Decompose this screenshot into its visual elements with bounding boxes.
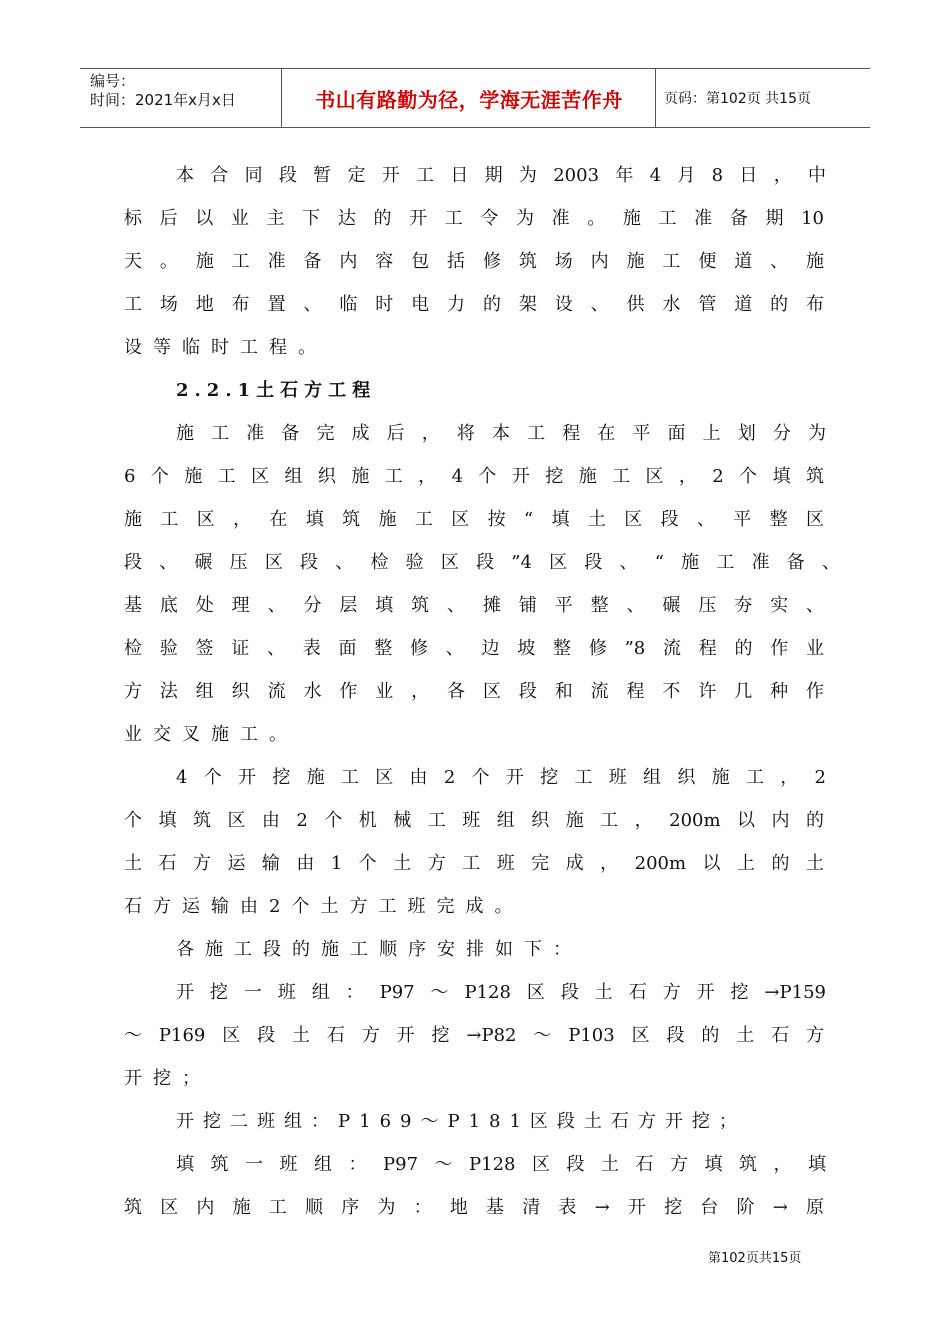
page-footer: 第102页共15页 — [708, 1251, 802, 1266]
paragraph-line: 石方运输由2个土方工班完成。 — [124, 896, 524, 917]
paragraph-line: 工场地布置、临时电力的架设、供水管道的布 — [124, 294, 824, 315]
paragraph-line: 填筑一班组：P97～P128区段土石方填筑，填 — [176, 1154, 826, 1175]
header-divider — [655, 69, 656, 127]
paragraph-line: ～P169区段土石方开挖→P82～P103区段的土石方 — [124, 1025, 824, 1046]
paragraph-line: 本合同段暂定开工日期为2003年4月8日，中 — [176, 165, 826, 186]
document-date: 时间：2021年x月x日 — [90, 91, 236, 109]
section-heading: 2.2.1土石方工程 — [176, 380, 377, 401]
page-header — [80, 68, 870, 128]
paragraph-line: 设等临时工程。 — [124, 337, 327, 358]
paragraph-line: 段、碾压区段、检验区段”4区段、“施工准备、 — [124, 552, 840, 573]
paragraph-line: 方法组织流水作业，各区段和流程不许几种作 — [124, 681, 824, 702]
paragraph-line: 开挖； — [124, 1068, 211, 1089]
paragraph-line: 6个施工区组织施工，4个开挖施工区，2个填筑 — [124, 466, 824, 487]
paragraph-line: 施工准备完成后，将本工程在平面上划分为 — [176, 423, 826, 444]
paragraph-line: 开挖一班组：P97～P128区段土石方开挖→P159 — [176, 982, 826, 1003]
paragraph-line: 施工区，在填筑施工区按“填土区段、平整区 — [124, 509, 824, 530]
paragraph-line: 筑区内施工顺序为：地基清表→开挖台阶→原 — [124, 1197, 824, 1218]
paragraph-line: 业交叉施工。 — [124, 724, 298, 745]
paragraph-line: 天。施工准备内容包括修筑场内施工便道、施 — [124, 251, 824, 272]
paragraph-line: 4个开挖施工区由2个开挖工班组织施工，2 — [176, 767, 826, 788]
paragraph-line: 检验签证、表面整修、边坡整修”8流程的作业 — [124, 638, 824, 659]
paragraph-line: 开挖二班组：P169～P181区段土石方开挖； — [176, 1111, 746, 1132]
paragraph-line: 各施工段的施工顺序安排如下： — [176, 939, 582, 960]
header-page-info: 页码：第102页 共15页 — [664, 91, 811, 107]
paragraph-line: 基底处理、分层填筑、摊铺平整、碾压夯实、 — [124, 595, 824, 616]
paragraph-line: 土石方运输由1个土方工班完成，200m以上的土 — [124, 853, 824, 874]
paragraph-line: 标后以业主下达的开工令为准。施工准备期10 — [124, 208, 824, 229]
header-meta — [90, 72, 285, 110]
paragraph-line: 个填筑区由2个机械工班组织施工，200m以内的 — [124, 810, 824, 831]
header-motto: 书山有路勤为径，学海无涯苦作舟 — [315, 87, 623, 112]
document-number-label: 编号： — [90, 72, 136, 90]
